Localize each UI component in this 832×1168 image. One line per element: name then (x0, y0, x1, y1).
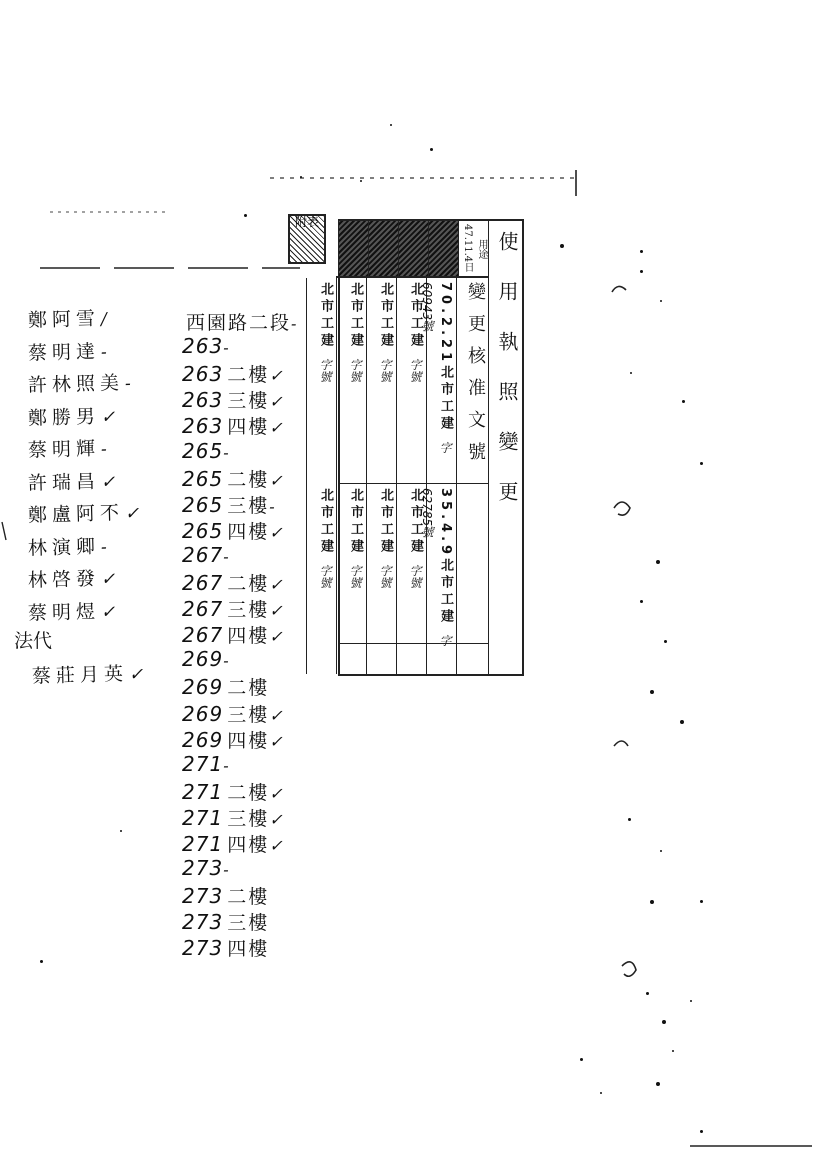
check-mark: - (223, 860, 229, 880)
check-mark: - (223, 546, 229, 566)
house-number: 271 (182, 779, 224, 804)
approval-number-suffix: 字號 (318, 358, 332, 383)
house-number: 273 (182, 884, 224, 909)
scan-speck (630, 372, 632, 374)
address-line (182, 778, 283, 804)
owner-name (28, 400, 149, 433)
address-line (182, 700, 283, 726)
check-mark: - (291, 314, 297, 333)
table-footer-line (340, 643, 488, 644)
house-number: 269 (182, 727, 224, 752)
owner-name (28, 465, 149, 498)
floor-text: 西園路二段 (186, 312, 292, 334)
address-line (182, 856, 229, 882)
address-line (182, 908, 269, 934)
table-row (396, 278, 426, 674)
change-approval-number: 北市工建 字號 (318, 282, 333, 383)
house-number: 263 (182, 388, 224, 413)
check-mark: ✓ (269, 836, 283, 855)
check-mark: ✓ (269, 392, 283, 412)
address-line (182, 491, 275, 517)
floor-text: 四樓 (227, 520, 270, 543)
house-number: 267 (182, 623, 224, 648)
last-owner-name-text: 蔡莊月英 (31, 663, 129, 688)
stamp-text: 附表 (294, 215, 319, 229)
address-line (182, 517, 283, 543)
owner-name (28, 335, 149, 368)
owner-name-text: 林演卿 (27, 535, 101, 560)
check-mark: ✓ (124, 503, 140, 525)
completion-approval-number: 35.4.9北市工建 字62785號 (420, 488, 453, 647)
scan-speck (660, 850, 662, 852)
scan-speck (40, 960, 43, 963)
owner-name-text: 蔡明煜 (27, 600, 101, 625)
check-mark: ✓ (100, 569, 116, 590)
completion-approval-number: 北市工建 字號 (408, 488, 423, 589)
scan-speck (682, 400, 685, 403)
table-header-cell: 用途 47.11.4日 (458, 221, 488, 276)
check-mark: - (100, 439, 108, 460)
owner-name-text: 許瑞昌 (27, 470, 101, 495)
scan-speck (656, 560, 660, 564)
completion-approval-number: 北市工建 字號 (378, 488, 393, 589)
check-mark: ✓ (269, 783, 283, 803)
scan-speck (430, 148, 433, 151)
house-number: 269 (182, 701, 224, 726)
check-mark: - (223, 338, 229, 358)
address-line (182, 439, 229, 465)
scan-speck (600, 1092, 602, 1094)
address-line (182, 647, 229, 673)
house-number: 265 (182, 438, 224, 463)
check-mark: - (269, 496, 275, 516)
floor-text: 二樓 (227, 573, 270, 595)
address-line (182, 360, 283, 386)
owner-name (28, 595, 149, 628)
scan-speck (700, 462, 703, 465)
check-mark: - (100, 537, 108, 558)
approval-number-suffix: 字號 (408, 358, 422, 383)
house-number: 271 (182, 751, 224, 776)
address-line (182, 334, 229, 360)
owner-name (28, 530, 149, 563)
scan-speck (664, 640, 667, 643)
scan-speck (640, 250, 643, 253)
address-line (182, 386, 283, 412)
owner-name (28, 432, 149, 465)
floor-text: 四樓 (227, 625, 270, 648)
approval-number-suffix: 字號 (318, 564, 332, 589)
table-header (336, 221, 488, 278)
table-header-cell (428, 221, 458, 276)
scan-speck (680, 720, 684, 724)
house-number: 263 (182, 334, 224, 359)
check-mark: ✓ (269, 601, 283, 621)
house-number: 263 (182, 414, 224, 439)
owner-name-text: 許林照美 (27, 372, 125, 397)
check-mark: ✓ (100, 601, 116, 623)
approval-number-suffix: 字號 (378, 358, 392, 383)
completion-approval-number: 北市工建 字號 (318, 488, 333, 589)
check-mark: ✓ (269, 366, 283, 386)
address-line (182, 543, 229, 569)
owner-name (28, 562, 149, 595)
scan-speck (640, 270, 643, 273)
floor-text: 三樓 (227, 912, 270, 935)
address-line (182, 882, 269, 908)
scan-speck (660, 300, 662, 302)
floor-text: 二樓 (227, 468, 270, 491)
house-number: 267 (182, 571, 224, 595)
house-number: 263 (182, 362, 224, 387)
approval-number-suffix: 字60943號 (420, 282, 452, 454)
check-mark: - (124, 373, 132, 395)
floor-text: 二樓 (227, 364, 270, 387)
house-number: 271 (182, 805, 224, 830)
column-title-text: 變更核准文號 (465, 282, 486, 474)
floor-text: 三樓 (227, 807, 270, 830)
stamp (288, 214, 326, 264)
house-number: 265 (182, 466, 224, 491)
scan-speck (650, 690, 654, 694)
owner-name-text: 鄭勝男 (27, 405, 101, 430)
address-line (182, 308, 296, 334)
change-approval-number: 北市工建 字號 (408, 282, 423, 383)
owner-name-text: 鄭阿雪 (27, 307, 101, 332)
table-header-cell (398, 221, 428, 276)
check-mark: - (223, 755, 229, 775)
check-mark: ✓ (269, 418, 283, 438)
legal-representative-label: 法代 (14, 630, 53, 652)
table-row (336, 278, 366, 674)
check-mark: - (223, 442, 229, 462)
address-line (182, 465, 283, 491)
address-line (182, 726, 283, 752)
approval-number-suffix: 字號 (348, 358, 362, 383)
house-number: 273 (182, 856, 224, 881)
scan-speck (390, 124, 392, 126)
table-header-cell (368, 221, 398, 276)
check-mark: / (100, 309, 108, 330)
floor-text: 三樓 (227, 599, 270, 622)
check-mark: ✓ (128, 664, 144, 686)
house-number: 267 (182, 542, 224, 567)
license-change-table (318, 219, 524, 676)
floor-text: 四樓 (227, 729, 270, 752)
floor-text: 四樓 (227, 834, 270, 856)
house-number: 265 (182, 492, 224, 517)
owner-name (28, 302, 149, 335)
table-title: 使用執照變更 (488, 221, 522, 674)
table-row (420, 278, 456, 674)
floor-text: 四樓 (227, 938, 270, 961)
table-row (366, 278, 396, 674)
table-row (306, 278, 336, 674)
check-mark: ✓ (100, 471, 116, 493)
approval-number-suffix: 字號 (378, 564, 392, 589)
address-line (182, 673, 269, 699)
address-line (182, 830, 283, 856)
floor-text: 三樓 (227, 390, 270, 413)
house-number: 271 (182, 832, 224, 856)
scan-speck (646, 992, 649, 995)
floor-text: 三樓 (227, 494, 270, 517)
check-mark: ✓ (269, 731, 283, 751)
address-line (182, 804, 283, 830)
scan-speck (560, 244, 564, 248)
scan-speck (244, 214, 247, 217)
floor-text: 三樓 (227, 703, 270, 726)
owner-name-text: 蔡明達 (27, 340, 101, 365)
house-number: 265 (182, 518, 224, 543)
approval-number-suffix: 字62785號 (420, 488, 452, 647)
last-owner-name (32, 658, 153, 691)
check-mark: ✓ (269, 522, 283, 542)
check-mark: ✓ (269, 575, 283, 594)
floor-text: 二樓 (227, 677, 270, 700)
owner-name-text: 鄭盧阿不 (27, 502, 125, 527)
floor-text: 二樓 (227, 781, 270, 804)
scan-speck (360, 180, 362, 182)
check-mark: ✓ (269, 470, 283, 490)
approval-number-suffix: 字號 (348, 564, 362, 589)
address-line (182, 595, 283, 621)
house-number: 273 (182, 910, 224, 935)
floor-text: 四樓 (227, 416, 270, 439)
house-number: 269 (182, 675, 224, 700)
completion-approval-number: 北市工建 字號 (348, 488, 363, 589)
scan-speck (650, 900, 654, 904)
scan-speck (640, 600, 643, 603)
check-mark: ✓ (269, 705, 283, 725)
approval-number-suffix: 字號 (408, 564, 422, 589)
scan-speck (700, 1130, 703, 1133)
scan-speck (656, 1082, 660, 1086)
scan-speck (700, 900, 703, 903)
owner-name-text: 林啓發 (27, 567, 101, 592)
address-line (182, 412, 283, 438)
table-header-cell (338, 221, 368, 276)
scan-speck (662, 1020, 666, 1024)
change-approval-number: 北市工建 字號 (378, 282, 393, 383)
address-line (182, 569, 283, 595)
owner-name (28, 497, 149, 530)
check-mark: - (100, 342, 108, 363)
change-approval-number: 北市工建 字號 (348, 282, 363, 383)
address-line (182, 621, 283, 647)
address-line (182, 934, 269, 960)
address-line (182, 752, 229, 778)
house-number: 269 (182, 647, 224, 672)
floor-text: 二樓 (227, 886, 270, 909)
scan-speck (690, 1000, 692, 1002)
scan-speck (672, 1050, 674, 1052)
check-mark: ✓ (269, 809, 283, 829)
owner-name-text: 蔡明輝 (27, 437, 101, 462)
column-title (456, 278, 488, 674)
house-number: 273 (182, 936, 224, 961)
check-mark: ✓ (269, 627, 283, 647)
scan-speck (120, 830, 122, 832)
scan-speck (300, 176, 302, 178)
change-approval-number: 70.2.21北市工建 字60943號 (420, 282, 453, 454)
house-number: 267 (182, 597, 224, 622)
scan-speck (580, 1058, 583, 1061)
check-mark: - (223, 651, 229, 671)
check-mark: ✓ (100, 406, 116, 428)
scan-speck (628, 818, 631, 821)
owner-name (28, 367, 149, 400)
